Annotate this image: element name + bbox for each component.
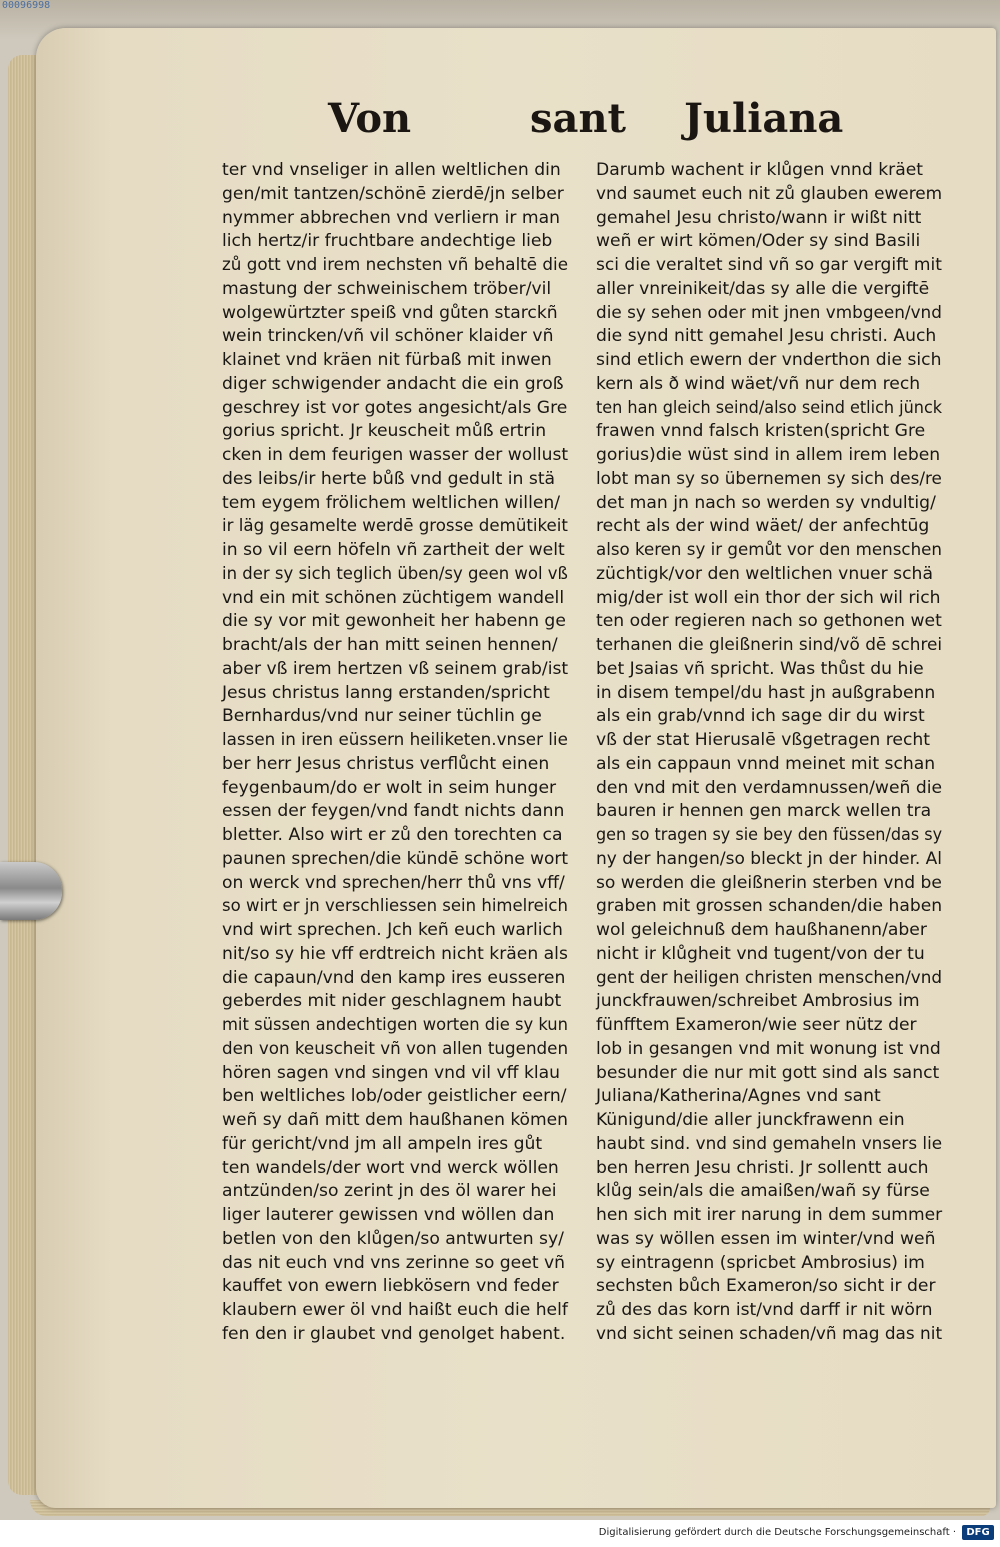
text-line: gorius)die wüst sind in allem irem leben xyxy=(596,445,941,464)
text-line: on werck vnd sprechen/herr thů vns vff/ xyxy=(222,872,565,892)
text-line: kauffet von ewern liebkösern vnd feder xyxy=(222,1276,559,1296)
text-line: Darumb wachent ir klůgen vnnd kräet xyxy=(596,160,924,179)
text-line: wol geleichnuß dem haußhanenn/aber xyxy=(596,920,927,939)
running-header-middle: sant xyxy=(530,95,626,142)
text-line: tem eygem frölichem weltlichen willen/ xyxy=(222,492,561,512)
text-line: zů des das korn ist/vnd darff ir nit wörn xyxy=(596,1300,933,1319)
text-line: lob in gesangen vnd mit wonung ist vnd xyxy=(596,1038,941,1058)
text-line: aber vß irem hertzen vß seinem grab/ist xyxy=(222,658,569,678)
text-column-right xyxy=(596,158,956,1346)
text-line: klainet vnd kräen nit fürbaß mit inwen xyxy=(222,350,552,369)
text-line: betlen von den klůgen/so antwurten sy/ xyxy=(222,1228,564,1248)
dfg-logo: DFG xyxy=(962,1525,994,1540)
text-line: fen den ir glaubet vnd genolget habent. xyxy=(222,1323,566,1343)
text-line: ter vnd vnseliger in allen weltlichen din xyxy=(222,160,561,179)
text-line: den von keuscheit vñ von allen tugenden xyxy=(222,1038,569,1058)
text-line: den vnd mit den verdamnussen/weñ die xyxy=(596,777,943,797)
text-line: nymmer abbrechen vnd verliern ir man xyxy=(222,207,561,227)
text-line: frawen vnnd falsch kristen(spricht Gre xyxy=(596,421,926,441)
text-line: feygenbaum/do er wolt in seim hunger xyxy=(222,777,557,797)
text-line: wein trincken/vñ vil schöner klaider vñ xyxy=(222,326,554,346)
text-line: züchtigk/vor den weltlichen vnuer schä xyxy=(596,563,933,583)
text-line: haubt sind. vnd sind gemaheln vnsers lie xyxy=(596,1133,943,1153)
text-line: paunen sprechen/die kündē schöne wort xyxy=(222,848,569,868)
text-line: zů gott vnd irem nechsten vñ behaltē die xyxy=(222,255,569,274)
text-line: sy eintragenn (spricbet Ambrosius) im xyxy=(596,1252,925,1272)
text-line: vnd saumet euch nit zů glauben ewerem xyxy=(596,183,943,203)
text-line: Bernhardus/vnd nur seiner tüchlin ge xyxy=(222,706,542,726)
text-line: cken in dem feurigen wasser der wollust xyxy=(222,445,569,464)
text-line: mit süssen andechtigen worten die sy kun xyxy=(222,1015,569,1034)
text-line: terhanen die gleißnerin sind/võ dē schrei xyxy=(596,635,943,654)
text-line: mastung der schweinischem tröber/vil xyxy=(222,278,552,298)
text-line: besunder die nur mit gott sind als sanct xyxy=(596,1062,940,1082)
text-line: ten han gleich seind/also seind etlich jünck xyxy=(596,397,943,417)
text-line: hen sich mit irer narung in dem summer xyxy=(596,1205,943,1224)
text-line: also keren sy ir gemůt vor den menschen xyxy=(596,540,942,559)
text-line: nit/so sy hie vff erdtreich nicht kräen als xyxy=(222,943,568,963)
text-line: als ein grab/vnnd ich sage dir du wirst xyxy=(596,706,925,726)
text-line: Jesus christus lanng erstanden/spricht xyxy=(222,682,550,702)
text-line: bauren ir hennen gen marck wellen tra xyxy=(596,801,932,821)
text-line: klůg sein/als die amaißen/wañ sy fürse xyxy=(596,1181,930,1201)
text-line: das nit euch vnd vns zerinne so geet vñ xyxy=(222,1252,566,1272)
text-line: kern als ð wind wäet/vñ nur dem rech xyxy=(596,373,921,393)
text-line: vnd sicht seinen schaden/vñ mag das nit xyxy=(596,1323,943,1343)
text-column-left xyxy=(222,158,582,1346)
text-line: aller vnreinikeit/das sy alle die vergiftē xyxy=(596,278,930,298)
text-line: so werden die gleißnerin sterben vnd be xyxy=(596,872,942,892)
text-line: des leibs/ir herte bůß vnd gedult in stä xyxy=(222,468,556,488)
text-line: liger lauterer gewissen vnd wöllen dan xyxy=(222,1205,555,1224)
text-line: graben mit grossen schanden/die haben xyxy=(596,896,943,916)
text-line: antzünden/so zerint jn des öl warer hei xyxy=(222,1181,557,1201)
text-line: ben weltliches lob/oder geistlicher eern/ xyxy=(222,1086,567,1106)
text-line: ben herren Jesu christi. Jr sollentt auch xyxy=(596,1157,929,1177)
text-line: was sy wöllen essen im winter/vnd weñ xyxy=(596,1228,936,1248)
text-line: klaubern ewer öl vnd haißt euch die helf xyxy=(222,1300,568,1319)
text-line: in disem tempel/du hast jn außgrabenn xyxy=(596,682,936,702)
text-line: weñ er wirt kömen/Oder sy sind Basili xyxy=(596,231,921,251)
text-line: bracht/als der han mitt seinen hennen/ xyxy=(222,635,558,654)
text-line: vnd ein mit schönen züchtigem wandell xyxy=(222,587,565,607)
text-line: als ein cappaun vnnd meinet mit schan xyxy=(596,753,936,773)
text-line: sechsten bůch Exameron/so sicht ir der xyxy=(596,1276,936,1296)
text-line: in so vil eern höfeln vñ zartheit der welt xyxy=(222,540,565,559)
text-line: so wirt er jn verschliessen sein himelreich xyxy=(222,896,568,916)
text-line: geschrey ist vor gotes angesicht/als Gre xyxy=(222,397,568,417)
text-line: die sy vor mit gewonheit her habenn ge xyxy=(222,611,566,631)
text-line: ten wandels/der wort vnd werck wöllen xyxy=(222,1157,559,1177)
text-line: ten oder regieren nach so gethonen wet xyxy=(596,611,942,631)
text-line: diger schwigender andacht die ein groß xyxy=(222,373,564,393)
text-line: für gericht/vnd jm all ampeln ires gůt xyxy=(222,1133,543,1153)
text-line: mig/der ist woll ein thor der sich wil rich xyxy=(596,587,941,607)
text-line: die capaun/vnd den kamp ires eusseren xyxy=(222,967,566,987)
text-line: gemahel Jesu christo/wann ir wißt nitt xyxy=(596,207,922,227)
text-line: gen so tragen sy sie bey den füssen/das sy xyxy=(596,825,943,844)
text-line: sci die veraltet sind vñ so gar vergift mit xyxy=(596,255,942,274)
text-line: hören sagen vnd singen vnd vil vff klau xyxy=(222,1062,561,1082)
text-line: vß der stat Hierusalē vßgetragen recht xyxy=(596,730,931,749)
running-header-left: Von xyxy=(328,95,412,142)
text-line: recht als der wind wäet/ der anfechtūg xyxy=(596,516,930,536)
text-line: junckfrauwen/schreibet Ambrosius im xyxy=(596,991,920,1011)
running-header-right: Juliana xyxy=(684,95,844,142)
text-line: vnd wirt sprechen. Jch keñ euch warlich xyxy=(222,920,563,939)
scan-reference-number: 00096998 xyxy=(2,0,51,11)
text-line: fünfftem Exameron/wie seer nütz der xyxy=(596,1015,917,1034)
text-line: lobt man sy so übernemen sy sich des/re xyxy=(596,468,942,488)
text-line: essen der feygen/vnd fandt nichts dann xyxy=(222,801,565,821)
text-line: ber herr Jesus christus verflůcht einen xyxy=(222,753,550,773)
metal-page-clip xyxy=(0,862,62,920)
funding-notice: Digitalisierung gefördert durch die Deutsche Forschungsgemeinschaft · xyxy=(598,1527,956,1538)
text-line: nicht ir klůgheit vnd tugent/von der tu xyxy=(596,943,925,963)
text-line: bet Jsaias vñ spricht. Was thůst du hie xyxy=(596,658,924,678)
text-line: die synd nitt gemahel Jesu christi. Auch xyxy=(596,326,937,346)
text-line: gen/mit tantzen/schönē zierdē/jn selber xyxy=(222,183,564,203)
text-line: gorius spricht. Jr keuscheit můß ertrin xyxy=(222,421,547,441)
footer-bar xyxy=(0,1520,1000,1547)
text-line: weñ sy dañ mitt dem haußhanen kömen xyxy=(222,1110,569,1129)
text-line: in der sy sich teglich üben/sy geen wol vß xyxy=(222,563,568,583)
text-line: bletter. Also wirt er zů den torechten ca xyxy=(222,825,563,844)
text-line: det man jn nach so werden sy vndultig/ xyxy=(596,492,936,512)
text-line: Künigund/die aller junckfrawenn ein xyxy=(596,1110,905,1129)
text-line: lich hertz/ir fruchtbare andechtige lieb xyxy=(222,231,553,251)
text-line: wolgewürtzter speiß vnd gůten starckñ xyxy=(222,302,558,322)
text-line: die sy sehen oder mit jnen vmbgeen/vnd xyxy=(596,302,942,322)
text-line: sind etlich ewern der vnderthon die sich xyxy=(596,350,942,369)
text-line: ir läg gesamelte werdē grosse demütikeit xyxy=(222,516,568,536)
text-line: gent der heiligen christen menschen/vnd xyxy=(596,967,943,987)
text-line: geberdes mit nider geschlagnem haubt xyxy=(222,991,562,1011)
text-line: ny der hangen/so bleckt jn der hinder. Al xyxy=(596,848,943,868)
text-line: lassen in iren eüssern heiliketen.vnser lie xyxy=(222,730,568,749)
text-line: Juliana/Katherina/Agnes vnd sant xyxy=(596,1086,881,1106)
